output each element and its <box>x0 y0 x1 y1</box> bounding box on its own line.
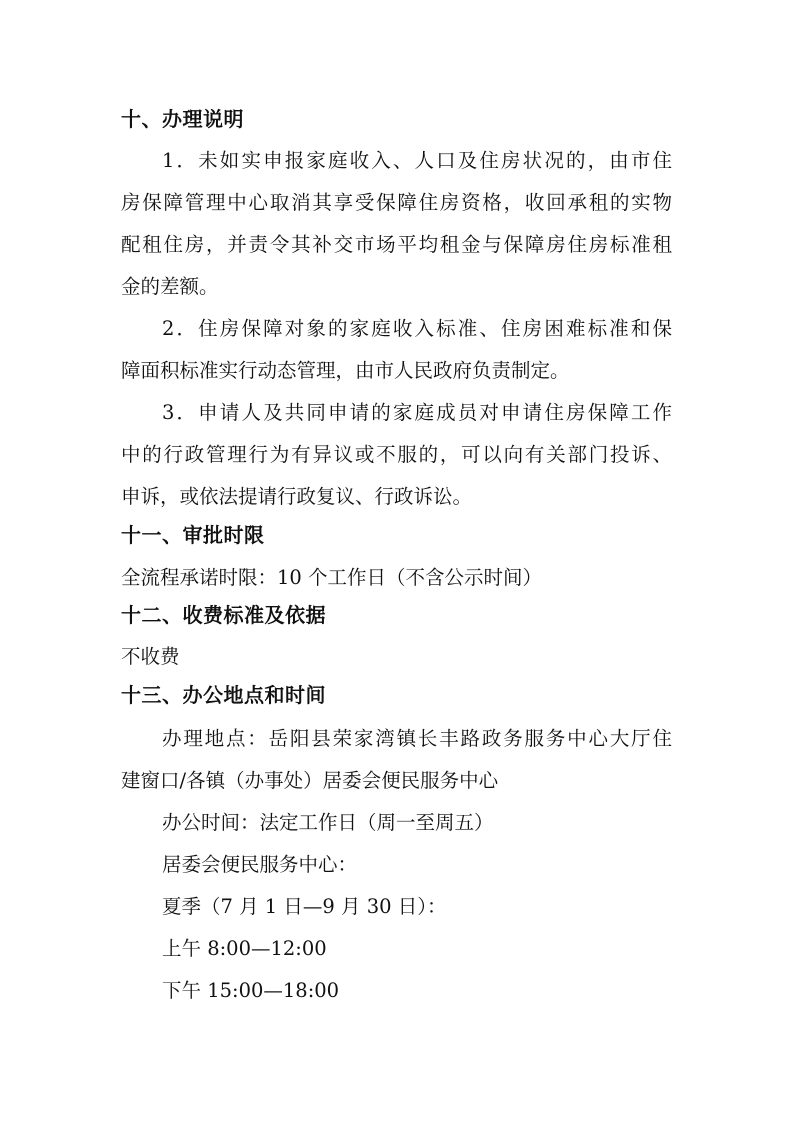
office-location-line: 建窗口/各镇（办事处）居委会便民服务中心 <box>121 769 499 792</box>
paragraph-line: 房保障管理中心取消其享受保障住房资格，收回承租的实物 <box>121 191 672 214</box>
paragraph-line: 中的行政管理行为有异议或不服的，可以向有关部门投诉、 <box>121 443 672 466</box>
morning-hours: 上午 8:00—12:00 <box>162 937 327 960</box>
section-heading-instructions: 十、办理说明 <box>121 107 244 131</box>
section-heading-approval-time: 十一、审批时限 <box>121 523 265 547</box>
fees-text: 不收费 <box>121 645 180 668</box>
afternoon-hours: 下午 15:00—18:00 <box>162 979 340 1002</box>
paragraph-line: 3．申请人及共同申请的家庭成员对申请住房保障工作 <box>162 401 672 424</box>
office-hours-text: 办公时间：法定工作日（周一至周五） <box>162 811 494 834</box>
service-center-label: 居委会便民服务中心： <box>162 853 358 876</box>
paragraph-line: 1．未如实申报家庭收入、人口及住房状况的，由市住 <box>162 149 672 172</box>
paragraph-line: 2．住房保障对象的家庭收入标准、住房困难标准和保 <box>162 317 672 340</box>
paragraph-line: 障面积标准实行动态管理，由市人民政府负责制定。 <box>121 359 570 382</box>
paragraph-line: 配租住房，并责令其补交市场平均租金与保障房住房标准租 <box>121 233 672 256</box>
office-location-line: 办理地点：岳阳县荣家湾镇长丰路政务服务中心大厅住 <box>162 727 672 750</box>
paragraph-line: 金的差额。 <box>121 275 219 298</box>
section-heading-fees: 十二、收费标准及依据 <box>121 603 326 627</box>
paragraph-line: 申诉，或依法提请行政复议、行政诉讼。 <box>121 485 473 508</box>
approval-time-text: 全流程承诺时限：10 个工作日（不含公示时间） <box>121 566 543 589</box>
summer-schedule-label: 夏季（7 月 1 日—9 月 30 日）： <box>162 895 447 918</box>
section-heading-office: 十三、办公地点和时间 <box>121 683 326 707</box>
